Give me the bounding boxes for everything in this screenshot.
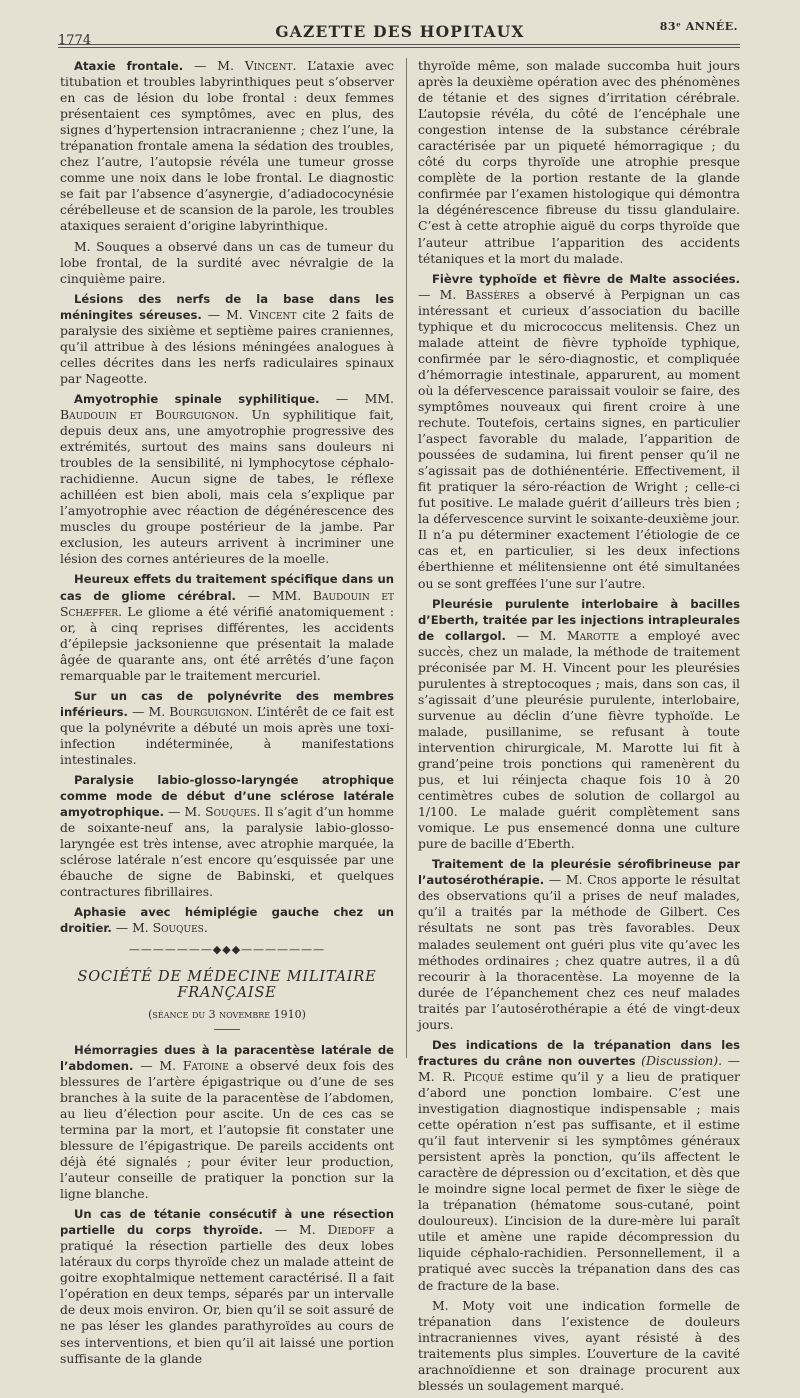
- article-author: M. Bassères: [439, 286, 520, 302]
- article-title: Aphasie avec hémiplégie gauche chez un droitier.: [60, 905, 394, 936]
- article-author: M. Vincent: [217, 58, 293, 73]
- article-tetanie: Un cas de tétanie consécutif à une résection partielle du corps thyroïde. — M. Diedoff a pratiqué la résection partielle des deux lobes latéraux du corps thyroïde chez un malade atteint de goitre exophtalmique nettement caractérisé. Il a fait l’opération en deux temps, séparés par un intervalle de deux mois environ. Or, bien qu’il se soit assuré de ne pas léser les glandes parathyroïdes au cours de ses interventions, et bien qu’il ait laissé une portion suffisante de la glande: [60, 1207, 394, 1366]
- header-rule-2: [58, 47, 740, 48]
- article-title: Lésions des nerfs de la base dans les méningites séreuses.: [60, 291, 394, 322]
- left-column: [60, 58, 394, 1371]
- article-author: M. Souques: [132, 920, 204, 936]
- article-title: Paralysie labio-glosso-laryngée atrophique comme mode de début d’une sclérose latérale amyotrophique.: [60, 773, 394, 820]
- article-author: M. Diedoff: [299, 1222, 375, 1238]
- article-paralysie: Paralysie labio-glosso-laryngée atrophique comme mode de début d’une sclérose latérale amyotrophique. — M. Souques. Il s’agit d’un homme de soixante-neuf ans, la paralysie labio-glosso-laryngée est très intense, avec atrophie marquée, la sclérose latérale n’est encore qu’esquissée par une ébauche de signe de Babinski, et quelques contractures fibrillaires.: [60, 773, 394, 900]
- article-title: Pleurésie purulente interlobaire à bacilles d’Eberth, traitée par les injections intrapleurales de collargol.: [418, 596, 740, 643]
- article-text: a employé avec succès, chez un malade, la méthode de traitement préconisée par M. H. Vincent pour les pleurésies purulentes à streptocoques ; mais, dans son cas, il s’agissait d’une pleurésie purulente, interlobaire, survenue au déclin d’une fièvre typhoïde. Le malade, pusillanime, se refusant à toute intervention chirurgicale, M. Marotte lui fit à grand’peine trois ponctions qui ramenèrent du pus, et lui réinjecta chaque fois 10 à 20 centimètres cubes de solution de collargol au 1/100. Le malade guérit complètement sans vomique. Le pus ensemencé donna une culture pure de bacille d’Eberth.: [418, 627, 740, 852]
- year-label: 83ᵉ ANNÉE.: [659, 20, 738, 33]
- article-text: a observé à Perpignan un cas intéressant et curieux d’association du bacille typhique et du micrococcus melitensis. Chez un malade atteint de fièvre typhoïde typhique, confirmée par le séro-diagnostic, et compliquée d’hémorragie intestinale, apparurent, au moment où la défervescence paraissait vouloir se faire, des symptômes nouveaux qui firent croire à une rechute. Toutefois, certains signes, en particulier l’aspect favorable du malade, l’apparition de poussées de sudamina, lui firent penser qu’il ne s’agissait pas de dothiénentérie. Effectivement, il fit pratiquer la séro-réaction de Wright ; celle-ci fut positive. Le malade guérit d’ailleurs très bien ; la défervescence survint le soixante-deuxième jour. Il n’a pu déterminer exactement l’étiologie de ce cas et, en particulier, si les deux infections éberthienne et mélitensienne ont été simultanées ou se sont greffées l’une sur l’autre.: [418, 286, 740, 591]
- article-title: Hémorragies dues à la paracentèse latérale de l’abdomen.: [60, 1042, 394, 1073]
- short-rule: [214, 1029, 240, 1030]
- article-title: Des indications de la trépanation dans les fractures du crâne non ouvertes: [418, 1037, 740, 1068]
- article-author: M. Bourguignon: [148, 703, 249, 719]
- article-amyotrophie: Amyotrophie spinale syphilitique. — MM. Baudouin et Bourguignon. Un syphilitique fait, depuis deux ans, une amyotrophie progressive des extrémités, surtout des mains sans douleurs ni troubles de la sensibilité, ni lymphocytose céphalo-rachidienne. Aucun signe de tabes, le réflexe achilléen est bien aboli, mais cela s’explique par l’amyotrophie avec réaction de dégénérescence des muscles du groupe postérieur de la jambe. Par exclusion, les auteurs arrivent à incriminer une lésion des cornes antérieures de la moelle.: [60, 390, 394, 567]
- article-text: a observé deux fois des blessures de l’artère épigastrique ou d’une de ses branches à la suite de la paracentèse de l’abdomen, au lieu d’élection pour ascite. Un de ces cas se termina par la mort, et l’autopsie fit constater une blessure de l’épigastrique. De pareils accidents ont déjà été signalés ; pour éviter leur production, l’auteur conseille de pratiquer la ponction sur la ligne blanche.: [60, 1057, 394, 1202]
- article-pleuresie-purulente: Pleurésie purulente interlobaire à bacilles d’Eberth, traitée par les injections intrapleurales de collargol. — M. Marotte a employé avec succès, chez un malade, la méthode de traitement préconisée par M. H. Vincent pour les pleurésies purulentes à streptocoques ; mais, dans son cas, il s’agissait d’une pleurésie purulente, interlobaire, survenue au déclin d’une fièvre typhoïde. Le malade, pusillanime, se refusant à toute intervention chirurgicale, M. Marotte lui fit à grand’peine trois ponctions qui ramenèrent du pus, et lui réinjecta chaque fois 10 à 20 centimètres cubes de solution de collargol au 1/100. Le malade guérit complètement sans vomique. Le pus ensemencé donna une culture pure de bacille d’Eberth.: [418, 596, 740, 852]
- article-title: Ataxie frontale.: [74, 59, 184, 73]
- article-title: Amyotrophie spinale syphilitique.: [74, 391, 320, 406]
- article-gliome: Heureux effets du traitement spécifique dans un cas de gliome cérébral. — MM. Baudouin et Schæffer. Le gliome a été vérifié anatomiquement : or, à cinq reprises différentes, les accidents d’épilepsie jacksonienne que présentait la malade âgée de quarante ans, ont été arrêtés d’une façon remarquable par le traitement mercuriel.: [60, 572, 395, 683]
- article-hemorragies: Hémorragies dues à la paracentèse latérale de l’abdomen. — M. Fatoine a observé deux fois des blessures de l’artère épigastrique ou d’une de ses branches à la suite de la paracentèse de l’abdomen, au lieu d’élection pour ascite. Un de ces cas se termina par la mort, et l’autopsie fit constater une blessure de l’épigastrique. De pareils accidents ont déjà été signalés ; pour éviter leur production, l’auteur conseille de pratiquer la ponction sur la ligne blanche.: [60, 1042, 394, 1202]
- article-paragraph: M. Moty voit une indication formelle de trépanation dans l’existence de douleurs intracraniennes vives, ayant résisté à des traitements plus simples. L’ouverture de la cavité arachnoïdienne et son drainage procurent aux blessés un soulagement marqué.: [418, 1297, 740, 1393]
- article-text: estime qu’il y a lieu de pratiquer d’abord une ponction lombaire. C’est une investigation diagnostique indispensable ; mais cette opération n’est pas suffisante, et il estime qu’il faut intervenir si les symptômes généraux persistent après la ponction, qu’ils affectent le caractère de dépression ou d’excitation, et dès que le moindre signe local permet de fixer le siège de la trépanation (hématome sous-cutané, point douloureux). L’incision de la dure-mère lui paraît utile et amène une rapide décompression du liquide céphalo-rachidien. Personnellement, il a pratiqué avec succès la trépanation dans des cas de fracture de la base.: [418, 1068, 740, 1293]
- article-title: Sur un cas de polynévrite des membres inférieurs.: [60, 688, 394, 719]
- discussion-label: (Discussion).: [641, 1052, 723, 1068]
- page-number: 1774: [58, 33, 92, 48]
- page-header: [0, 0, 800, 46]
- header-rule: [58, 44, 740, 45]
- article-ataxie: Ataxie frontale. — M. Vincent. L’ataxie avec titubation et troubles labyrinthiques peut s’observer en cas de lésion du lobe frontal : deux femmes présentaient ces symptômes, avec en plus, des signes d’hypertension intracranienne ; chez l’une, la trépanation frontale amena la sédation des troubles, chez l’autre, l’autopsie révéla une tumeur grosse comme une noix dans le lobe frontal. Le diagnostic se fait par l’absence d’asynergie, d’adiadococynésie cérébelleuse et de scansion de la parole, les troubles ataxiques seraient d’origine labyrinthique.: [60, 58, 394, 234]
- article-autoserotherapie: Traitement de la pleurésie sérofibrineuse par l’autosérothérapie. — M. Cros apporte le résultat des observations qu’il a prises de neuf malades, qu’il a traités par la méthode de Gilbert. Ces résultats ne sont pas très favorables. Deux malades seulement ont guéri plus vite qu’avec les méthodes ordinaires ; chez quatre autres, il a dû recourir à la thoracentèse. La moyenne de la durée de l’épanchement chez ces neuf malades traités par l’autosérothérapie a été de vingt-deux jours.: [418, 857, 740, 1032]
- article-title: Heureux effets du traitement spécifique dans un cas de gliome cérébral.: [60, 572, 394, 603]
- column-divider: [406, 58, 407, 1058]
- article-text: Un syphilitique fait, depuis deux ans, une amyotrophie progressive des extrémités, surtout des mains sans douleurs ni troubles de la sensibilité, ni lymphocytose céphalo-rachidienne. Aucun signe de tabes, le réflexe achilléen est bien aboli, mais cela s’explique par l’amyotrophie avec réaction de dégénérescence des muscles du groupe postérieur de la jambe. Par exclusion, les auteurs arrivent à incriminer une lésion des cornes antérieures de la moelle.: [60, 406, 394, 567]
- article-text: a pratiqué la résection partielle des deux lobes latéraux du corps thyroïde chez un malade atteint de goitre exophtalmique nettement caractérisé. Il a fait l’opération en deux temps, séparés par un intervalle de deux mois environ. Or, bien qu’il se soit assuré de ne pas léser les glandes parathyroïdes au cours de ses interventions, et bien qu’il ait laissé une portion suffisante de la glande: [60, 1222, 394, 1366]
- section-ornament: ———————◆◆◆———————: [128, 943, 326, 957]
- right-column: [418, 58, 740, 1398]
- article-title: Traitement de la pleurésie sérofibrineuse par l’autosérothérapie.: [418, 857, 740, 888]
- article-aphasie: Aphasie avec hémiplégie gauche chez un droitier. — M. Souques.: [60, 905, 394, 936]
- seance-date: (séance du 3 novembre 1910): [148, 1007, 306, 1021]
- article-author: M. Vincent: [226, 306, 297, 322]
- article-text: Il s’agit d’un homme de soixante-neuf ans, la paralysie labio-glosso-laryngée est très intense, avec atrophie marquée, la sclérose latérale n’est encore qu’esquissée par une ébauche de signe de Babinski, et quelques contractures fibrillaires.: [60, 804, 394, 900]
- article-text: L’intérêt de ce fait est que la polynévrite a débuté un mois après une toxi-infection indéterminée, à manifestations intestinales.: [60, 703, 394, 767]
- article-author: MM. Baudouin et Schæffer: [60, 587, 395, 619]
- article-fievre: Fièvre typhoïde et fièvre de Malte associées. — M. Bassères a observé à Perpignan un cas intéressant et curieux d’association du bacille typhique et du micrococcus melitensis. Chez un malade atteint de fièvre typhoïde typhique, confirmée par le séro-diagnostic, et compliquée d’hémorragie intestinale, apparurent, au moment où la défervescence paraissait vouloir se faire, des symptômes nouveaux qui firent croire à une rechute. Toutefois, certains signes, en particulier l’aspect favorable du malade, l’apparition de poussées de sudamina, lui firent penser qu’il ne s’agissait pas de dothiénentérie. Effectivement, il fit pratiquer la séro-réaction de Wright ; celle-ci fut positive. Le malade guérit d’ailleurs très bien ; la défervescence survint le soixante-deuxième jour. Il n’a pu déterminer exactement l’étiologie de ce cas et, en particulier, si les deux infections éberthienne et mélitensienne ont été simultanées ou se sont greffées l’une sur l’autre.: [418, 271, 740, 591]
- article-continuation: thyroïde même, son malade succomba huit jours après la deuxième opération avec des phénomènes de tétanie et des signes d’irritation cérébrale. L’autopsie révéla, du côté de l’encéphale une congestion intense de la substance cérébrale caractérisée par un piqueté hémorragique ; du côté du corps thyroïde une atrophie presque complète de la portion restante de la glande confirmée par l’examen histologique qui démontra la dégénérescence fibreuse du tissu glandulaire. C’est à cette atrophie aiguë du corps thyroïde que l’auteur attribue l’apparition des accidents tétaniques et la mort du malade.: [418, 58, 740, 266]
- article-text: cite 2 faits de paralysie des sixième et septième paires craniennes, qu’il attribue à des lésions méningées analogues à celles décrites dans les nerfs radiculaires spinaux par Nageotte.: [60, 306, 394, 386]
- article-title: Un cas de tétanie consécutif à une résection partielle du corps thyroïde.: [60, 1207, 394, 1238]
- article-author: MM. Baudouin et Bourguignon: [60, 390, 394, 422]
- article-author: M. Fatoine: [159, 1057, 229, 1073]
- article-text: Le gliome a été vérifié anatomiquement : or, à cinq reprises différentes, les accidents d’épilepsie jacksonienne que présentait la malade âgée de quarante ans, ont été arrêtés d’une façon remarquable par le traitement mercuriel.: [60, 603, 394, 683]
- article-author: M. R. Picqué: [418, 1068, 504, 1084]
- article-paragraph: M. Souques a observé dans un cas de tumeur du lobe frontal, de la surdité avec névralgie de la cinquième paire.: [60, 238, 394, 286]
- society-heading: SOCIÉTÉ DE MÉDECINE MILITAIRE FRANÇAISE: [77, 968, 377, 1001]
- journal-title: GAZETTE DES HOPITAUX: [275, 22, 525, 41]
- article-polynevrite: Sur un cas de polynévrite des membres inférieurs. — M. Bourguignon. L’intérêt de ce fait est que la polynévrite a débuté un mois après une toxi-infection indéterminée, à manifestations intestinales.: [60, 688, 394, 767]
- article-trepanation: Des indications de la trépanation dans les fractures du crâne non ouvertes (Discussion). — M. R. Picqué estime qu’il y a lieu de pratiquer d’abord une ponction lombaire. C’est une investigation diagnostique indispensable ; mais cette opération n’est pas suffisante, et il estime qu’il faut intervenir si les symptômes généraux persistent après la ponction, qu’ils affectent le caractère de dépression ou d’excitation, et dès que le moindre signe local permet de fixer le siège de la trépanation (hématome sous-cutané, point douloureux). L’incision de la dure-mère lui paraît utile et amène une rapide décompression du liquide céphalo-rachidien. Personnellement, il a pratiqué avec succès la trépanation dans des cas de fracture de la base.: [418, 1037, 740, 1293]
- article-text: apporte le résultat des observations qu’il a prises de neuf malades, qu’il a traités par la méthode de Gilbert. Ces résultats ne sont pas très favorables. Deux malades seulement ont guéri plus vite qu’avec les méthodes ordinaires ; chez quatre autres, il a dû recourir à la thoracentèse. La moyenne de la durée de l’épanchement chez ces neuf malades traités par l’autosérothérapie a été de vingt-deux jours.: [418, 872, 740, 1032]
- article-author: M. Cros: [565, 872, 617, 888]
- article-text: L’ataxie avec titubation et troubles labyrinthiques peut s’observer en cas de lésion du lobe frontal : deux femmes présentaient ces symptômes, avec en plus, des signes d’hypertension intracranienne ; chez l’une, la trépanation frontale amena la sédation des troubles, chez l’autre, l’autopsie révéla une tumeur grosse comme une noix dans le lobe frontal. Le diagnostic se fait par l’absence d’asynergie, d’adiadococynésie cérébelleuse et de scansion de la parole, les troubles ataxiques seraient d’origine labyrinthique.: [60, 58, 394, 234]
- article-author: M. Souques: [184, 804, 257, 820]
- article-author: M. Marotte: [539, 627, 620, 643]
- article-title: Fièvre typhoïde et fièvre de Malte associées.: [432, 271, 740, 286]
- article-lesions: Lésions des nerfs de la base dans les méningites séreuses. — M. Vincent cite 2 faits de paralysie des sixième et septième paires craniennes, qu’il attribue à des lésions méningées analogues à celles décrites dans les nerfs radiculaires spinaux par Nageotte.: [60, 291, 394, 386]
